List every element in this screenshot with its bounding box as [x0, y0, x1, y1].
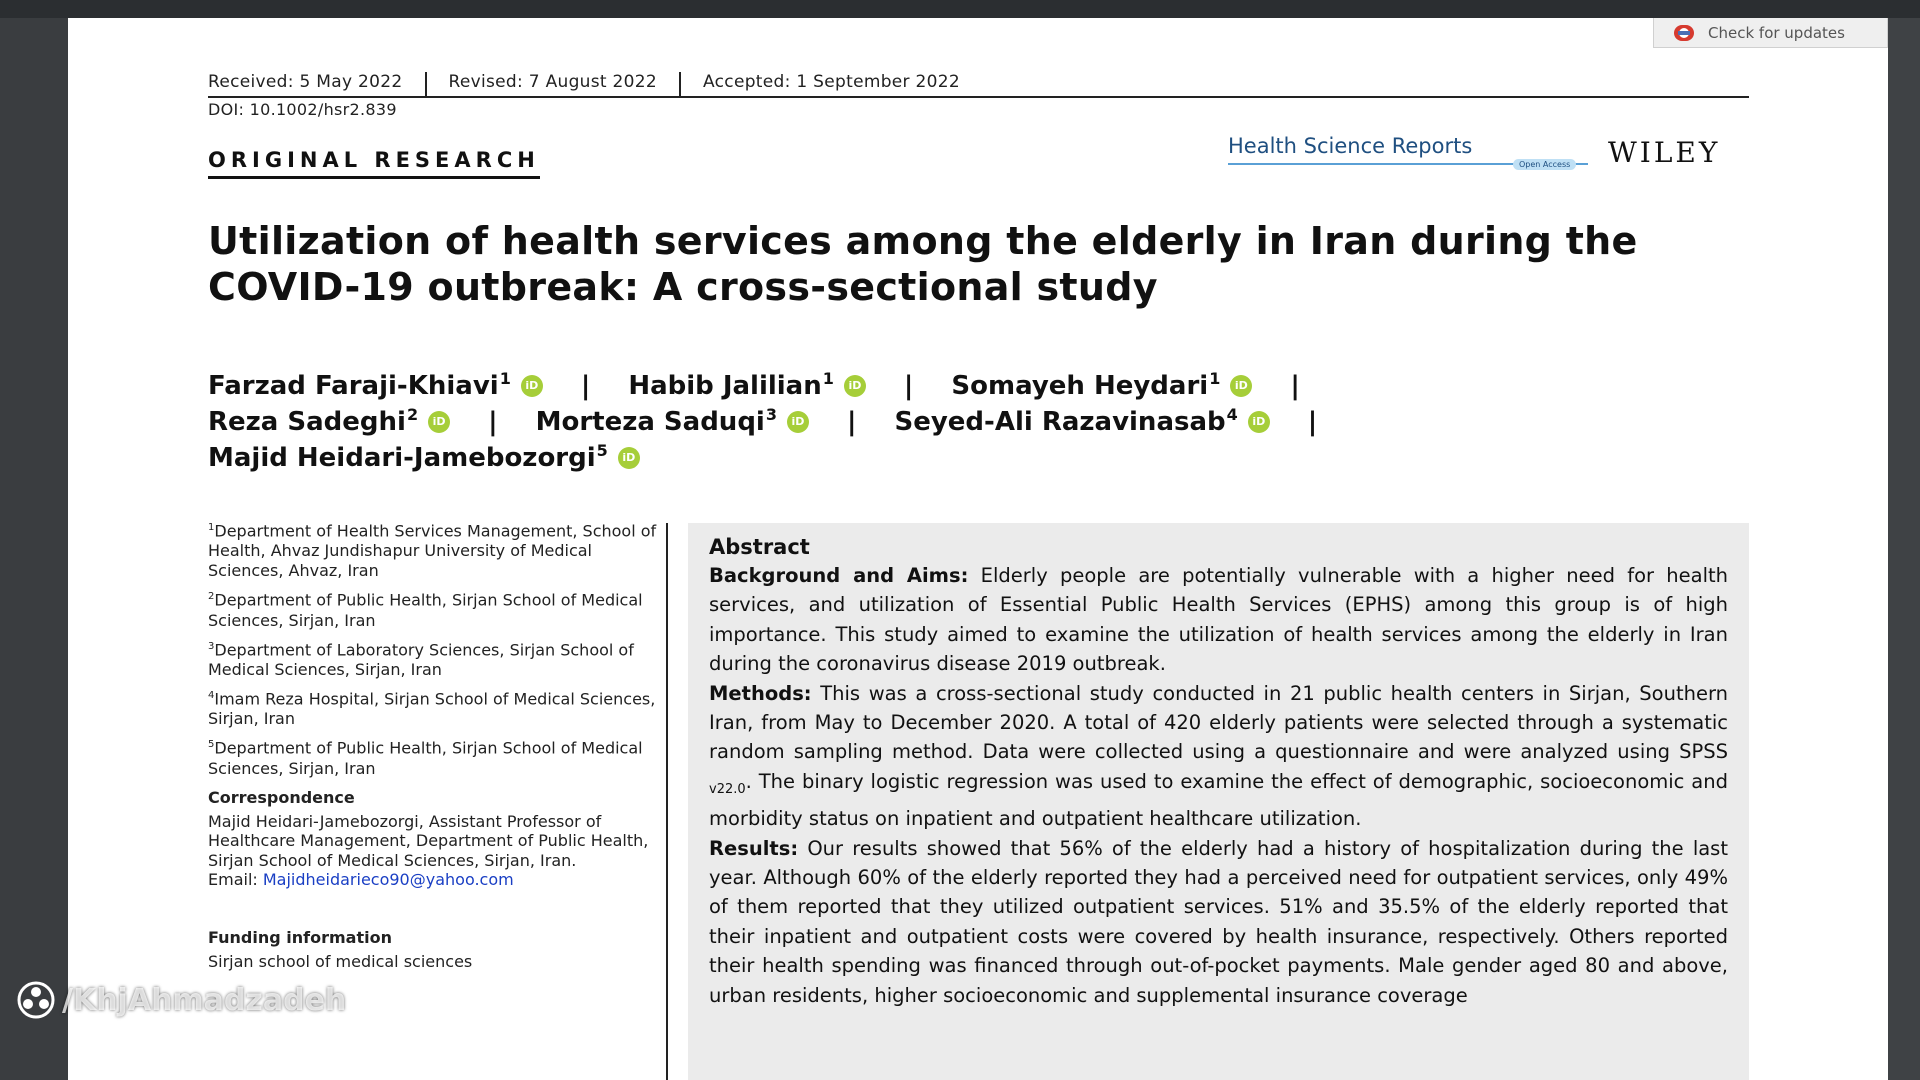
- orcid-icon[interactable]: iD: [428, 411, 450, 433]
- publisher-logo: WILEY: [1608, 136, 1721, 169]
- article-dates: [208, 72, 1749, 98]
- watermark-text: /KhjAhmadzadeh: [62, 982, 347, 1018]
- author-name: Morteza Saduqi: [535, 407, 765, 437]
- author-list: [208, 368, 1768, 476]
- author-row: [208, 404, 1768, 440]
- correspondence-email-line: [208, 870, 658, 890]
- affiliation-number: 1: [208, 522, 215, 533]
- author-separator: |: [1290, 371, 1300, 401]
- revised-date: Revised: 7 August 2022: [448, 72, 658, 92]
- methods-label: Methods:: [709, 681, 812, 705]
- article-title: Utilization of health services among the elderly in Iran during the COVID-19 outbreak: A cross-sectional study: [208, 219, 1638, 309]
- results-label: Results:: [709, 836, 799, 860]
- affiliation: [208, 637, 658, 680]
- date-separator: [425, 72, 427, 96]
- affiliation-text: Department of Public Health, Sirjan School of Medical Sciences, Sirjan, Iran: [208, 738, 643, 778]
- affiliation: [208, 686, 658, 729]
- author-name: Majid Heidari-Jamebozorgi: [208, 443, 596, 473]
- journal-name: Health Science Reports: [1228, 134, 1473, 158]
- abstract-background: [709, 561, 1728, 679]
- abstract-box: [688, 523, 1749, 1080]
- author-row: [208, 440, 1768, 476]
- doi: DOI: 10.1002/hsr2.839: [208, 100, 397, 119]
- affiliation-number: 4: [208, 689, 215, 701]
- affiliation-number: 2: [208, 591, 215, 603]
- crossmark-icon: [1672, 23, 1696, 43]
- affiliations: [208, 518, 658, 785]
- correspondence: [208, 788, 658, 890]
- correspondence-text: Majid Heidari-Jamebozorgi, Assistant Professor of Healthcare Management, Department of Public Health, Sirjan School of Medical Sciences, Sirjan, Iran.: [208, 811, 649, 870]
- pdf-page: [68, 18, 1888, 1080]
- affiliation: [208, 518, 658, 581]
- funding-information: [208, 928, 658, 972]
- accepted-date: Accepted: 1 September 2022: [703, 72, 961, 92]
- orcid-icon[interactable]: iD: [618, 447, 640, 469]
- author-name: Somayeh Heydari: [951, 371, 1209, 401]
- author-separator: |: [903, 371, 914, 401]
- open-access-badge: Open Access: [1513, 159, 1576, 170]
- methods-text: This was a cross-sectional study conducted in 21 public health centers in Sirjan, Southern Iran, from May to December 2020. A total of 420 elderly patients were selected through a systematic random sampling method. Data were collected using a questionnaire and were analyzed using SPSS: [709, 681, 1728, 764]
- date-separator: [679, 72, 681, 96]
- author-affiliation-number: 3: [765, 404, 777, 424]
- affiliation-text: Department of Health Services Management, School of Health, Ahvaz Jundishapur University of Medical Sciences, Ahvaz, Iran: [208, 521, 657, 581]
- background-text: Elderly people are potentially vulnerable with a higher need for health services, and utilization of Essential Public Health Services (EPHS) among this group is of high importance. This study aimed to examine the utilization of health services among the elderly in Iran during the coronavirus disease 2019 outbreak.: [709, 564, 1728, 676]
- author-affiliation-number: 4: [1226, 404, 1238, 424]
- affiliation: [208, 587, 658, 630]
- author: [208, 368, 543, 401]
- orcid-icon[interactable]: iD: [1230, 375, 1252, 397]
- channel-logo-icon: [16, 980, 56, 1020]
- author: [535, 404, 809, 437]
- author: [894, 404, 1269, 437]
- received-date: Received: 5 May 2022: [208, 72, 403, 92]
- author-separator: |: [580, 371, 591, 401]
- author: [208, 440, 640, 473]
- abstract-methods: [709, 679, 1728, 834]
- author: [208, 404, 450, 437]
- affiliation-text: Department of Laboratory Sciences, Sirjan School of Medical Sciences, Sirjan, Iran: [208, 639, 634, 679]
- check-for-updates-badge[interactable]: [1653, 18, 1888, 48]
- channel-watermark: [16, 980, 346, 1020]
- funding-text: Sirjan school of medical sciences: [208, 952, 473, 971]
- affiliation-text: Imam Reza Hospital, Sirjan School of Medical Sciences, Sirjan, Iran: [208, 689, 656, 729]
- funding-heading: Funding information: [208, 928, 392, 947]
- background-label: Background and Aims:: [709, 564, 969, 587]
- author-affiliation-number: 1: [499, 368, 511, 388]
- author: [628, 368, 866, 401]
- author-name: Habib Jalilian: [628, 371, 822, 401]
- affiliation: [208, 735, 658, 778]
- author-affiliation-number: 5: [596, 440, 608, 460]
- orcid-icon[interactable]: iD: [1248, 411, 1270, 433]
- viewer-scroll-gutter[interactable]: [1888, 18, 1920, 1080]
- viewer-top-bar: [0, 0, 1920, 18]
- author-row: [208, 368, 1768, 404]
- methods-text-continued: . The binary logistic regression was used to examine the effect of demographic, socioeconomic and morbidity status on inpatient and outpatient healthcare utilization.: [709, 769, 1728, 831]
- column-divider: [666, 523, 668, 1080]
- email-link[interactable]: Majidheidarieco90@yahoo.com: [262, 870, 514, 889]
- author-affiliation-number: 1: [1209, 368, 1221, 388]
- abstract-heading: Abstract: [709, 535, 810, 559]
- affiliation-number: 3: [208, 640, 215, 652]
- affiliation-text: Department of Public Health, Sirjan School of Medical Sciences, Sirjan, Iran: [208, 590, 643, 630]
- author-affiliation-number: 2: [406, 404, 419, 424]
- author-separator: |: [488, 407, 498, 437]
- orcid-icon[interactable]: iD: [787, 411, 809, 433]
- correspondence-heading: Correspondence: [208, 788, 355, 807]
- author-separator: |: [1307, 407, 1318, 437]
- author-name: Farzad Faraji-Khiavi: [208, 371, 499, 401]
- section-label: ORIGINAL RESEARCH: [208, 148, 540, 179]
- abstract-results: [709, 834, 1728, 1010]
- orcid-icon[interactable]: iD: [844, 375, 866, 397]
- spss-version: v22.0: [709, 781, 746, 797]
- email-label: Email:: [208, 870, 258, 889]
- author-name: Reza Sadeghi: [208, 407, 406, 437]
- author-separator: |: [846, 407, 857, 437]
- author-name: Seyed-Ali Razavinasab: [894, 407, 1226, 437]
- check-for-updates-label: Check for updates: [1708, 23, 1845, 42]
- affiliation-number: 5: [208, 739, 215, 751]
- author-affiliation-number: 1: [822, 368, 834, 388]
- results-text: Our results showed that 56% of the elderly had a history of hospitalization during the last year. Although 60% of the elderly reported they had a perceived need for outpatient services, only 49% of them reported that they utilized outpatient services. 51% and 35.5% of the elderly reported that their inpatient and outpatient costs were covered by health insurance, respectively. Others reported their health spending was financed through out-of-pocket payments. Male gender aged 80 and above, urban residents, higher socioeconomic and supplemental insurance coverage: [709, 836, 1728, 1007]
- orcid-icon[interactable]: iD: [521, 375, 543, 397]
- author: [951, 368, 1252, 401]
